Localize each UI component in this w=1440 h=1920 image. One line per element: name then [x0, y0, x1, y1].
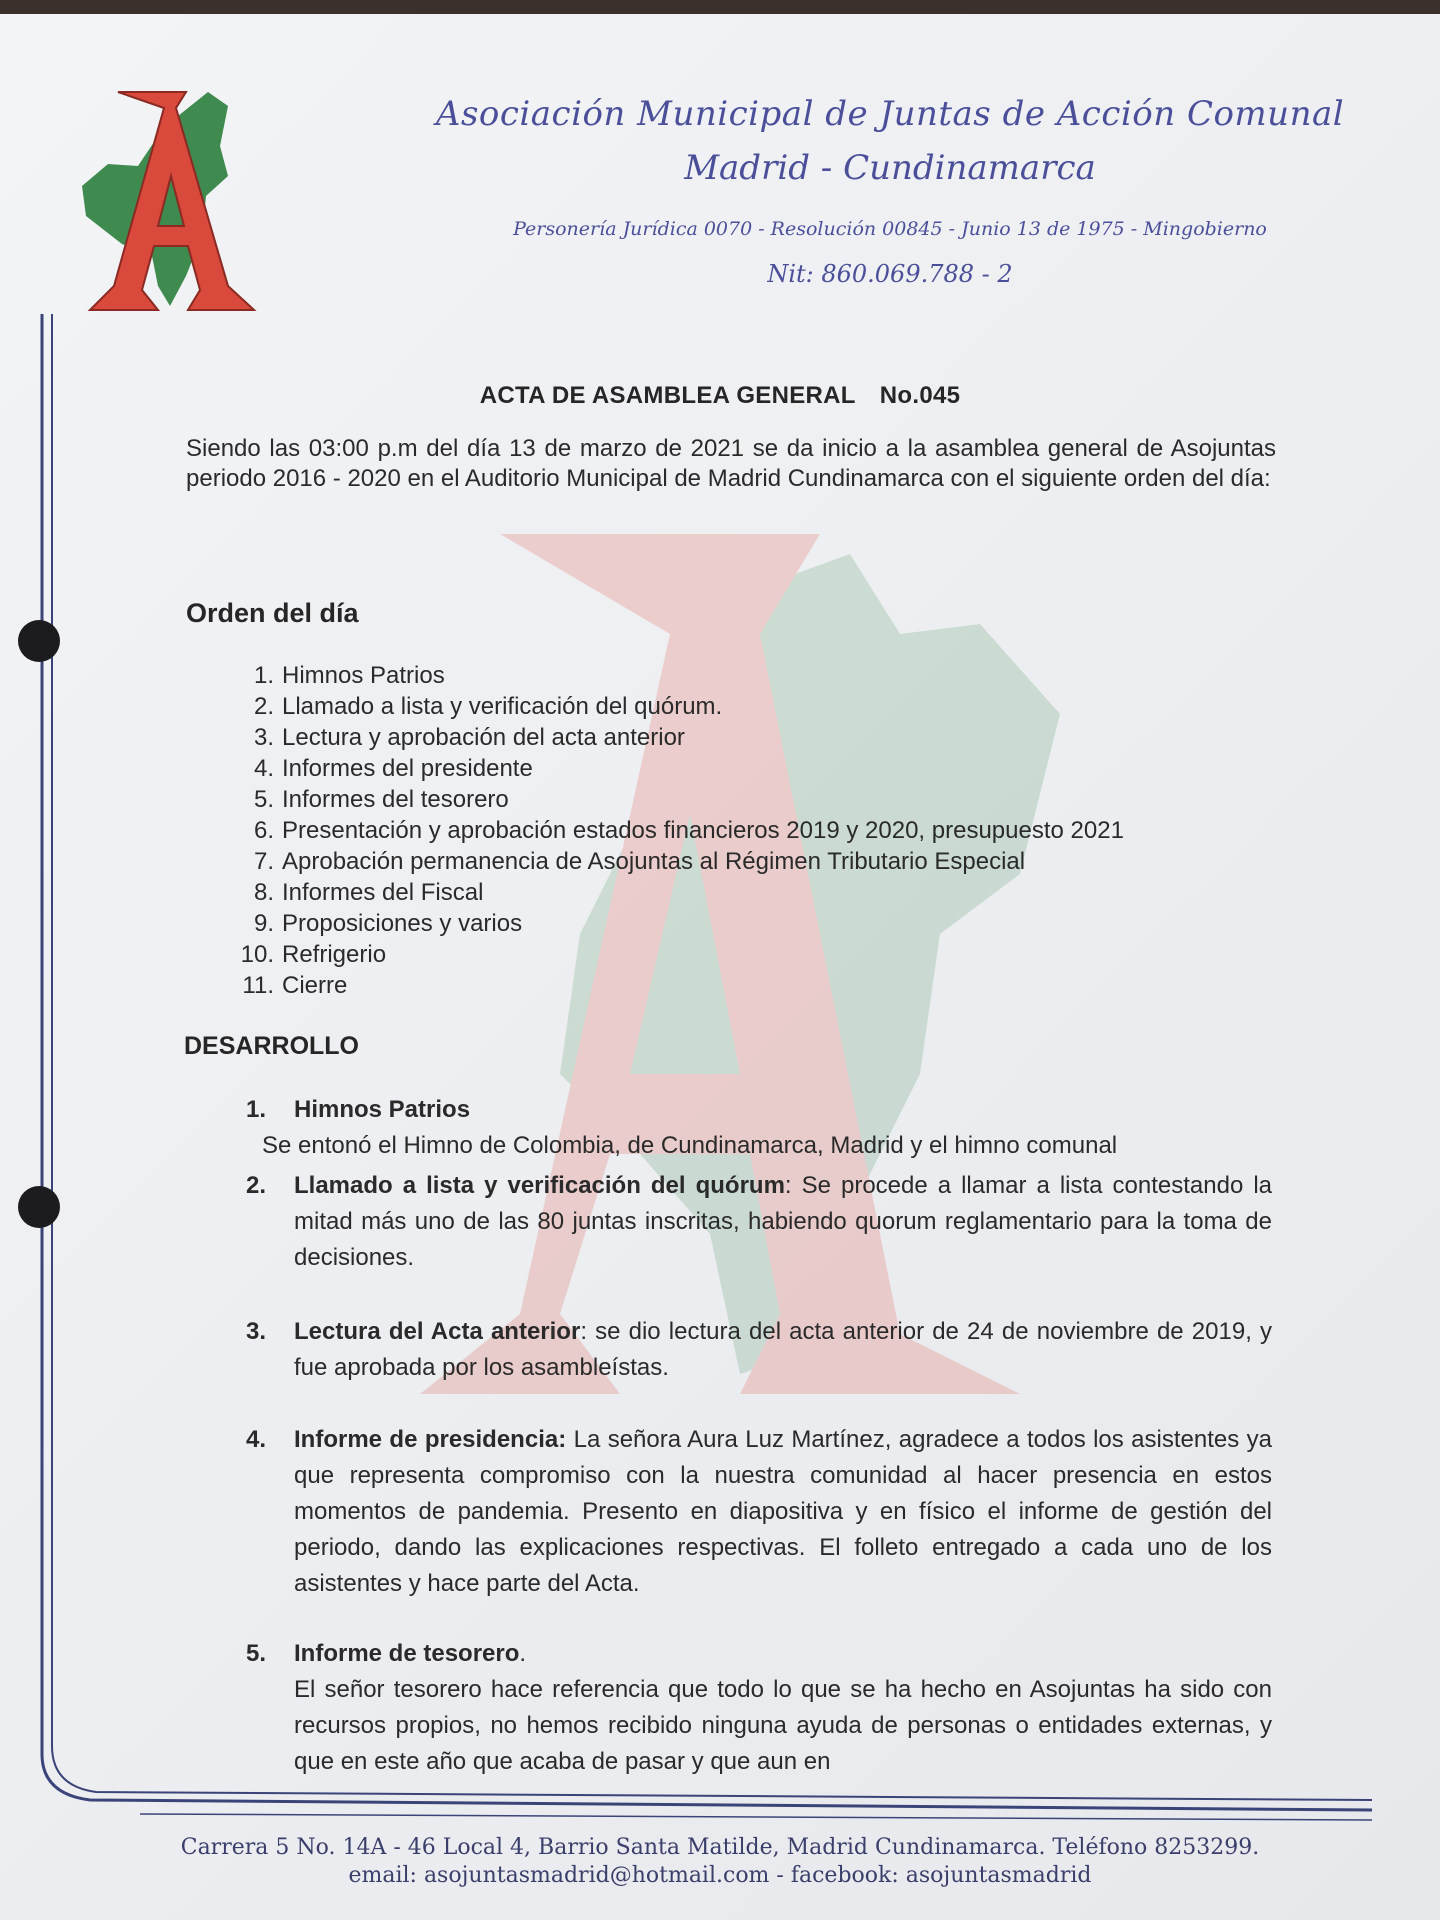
agenda-item	[226, 877, 1124, 908]
section-body: El señor tesorero hace referencia que todo lo que se ha hecho en Asojuntas ha sido con recursos propios, no hemos recibido ninguna ayuda de personas o entidades externas, y que en este año que acaba de pasar y que aun en	[294, 1676, 1272, 1775]
legal-registration: Personería Jurídica 0070 - Resolución 00845 - Junio 13 de 1975 - Mingobierno	[513, 218, 1267, 240]
section-number: 5.	[246, 1640, 267, 1667]
agenda-item	[226, 908, 1124, 939]
agenda-item-number: 5.	[253, 786, 274, 813]
intro-paragraph: Siendo las 03:00 p.m del día 13 de marzo de 2021 se da inicio a la asamblea general de Asojuntas periodo 2016 - 2020 en el Auditorio Municipal de Madrid Cundinamarca con el siguiente orden del día:	[186, 435, 1276, 492]
agenda-item-number: 1.	[253, 662, 274, 689]
section-himnos-body: Se entonó el Himno de Colombia, de Cundinamarca, Madrid y el himno comunal	[262, 1132, 1118, 1159]
agenda-item-text: Lectura y aprobación del acta anterior	[282, 724, 685, 751]
agenda-list	[226, 660, 1124, 1001]
section-title: Informe de tesorero	[294, 1640, 520, 1667]
section-title: Lectura del Acta anterior	[294, 1318, 581, 1345]
section-title-punct: .	[519, 1640, 527, 1667]
footer-contact: email: asojuntasmadrid@hotmail.com - facebook: asojuntasmadrid	[348, 1863, 1092, 1888]
agenda-item-text: Refrigerio	[282, 941, 387, 968]
agenda-item-number: 11.	[242, 972, 274, 999]
section-title: Llamado a lista y verificación del quórum	[294, 1172, 785, 1199]
association-name: Asociación Municipal de Juntas de Acción Comunal	[435, 94, 1345, 134]
agenda-item	[226, 846, 1124, 877]
agenda-item	[226, 970, 1124, 1001]
agenda-item-number: 9.	[253, 910, 274, 937]
agenda-item-text: Presentación y aprobación estados financieros 2019 y 2020, presupuesto 2021	[282, 817, 1124, 844]
section-body: La señora Aura Luz Martínez, agradece a todos los asistentes ya que representa compromiso con la nuestra comunidad al hacer presencia en estos momentos de pandemia. Presento en diapositiva y en físico el informe de gestión del periodo, dando las explicaciones respectivas. El folleto entregado a cada uno de los asistentes y hace parte del Acta.	[294, 1426, 1272, 1597]
agenda-item-text: Aprobación permanencia de Asojuntas al Régimen Tributario Especial	[282, 848, 1026, 875]
agenda-item-number: 2.	[253, 693, 274, 720]
section-himnos	[246, 1092, 1272, 1128]
agenda-item-number: 6.	[253, 817, 274, 844]
tax-id: Nit: 860.069.788 - 2	[767, 260, 1013, 288]
agenda-item	[226, 691, 1124, 722]
development-heading: DESARROLLO	[184, 1032, 359, 1060]
agenda-item-text: Informes del tesorero	[282, 786, 509, 813]
asojuntas-logo	[78, 86, 268, 316]
section-quorum	[246, 1168, 1272, 1276]
letterhead	[420, 94, 1360, 288]
binder-hole	[18, 1186, 60, 1228]
section-presidencia	[246, 1422, 1272, 1602]
agenda-item-number: 4.	[253, 755, 274, 782]
agenda-item	[226, 753, 1124, 784]
footer	[0, 1834, 1440, 1890]
section-title: Informe de presidencia:	[294, 1426, 567, 1453]
section-title: Himnos Patrios	[294, 1096, 471, 1123]
association-city: Madrid - Cundinamarca	[684, 148, 1096, 188]
agenda-heading: Orden del día	[186, 598, 359, 628]
section-number: 4.	[246, 1426, 267, 1453]
agenda-item	[226, 660, 1124, 691]
agenda-item	[226, 722, 1124, 753]
section-number: 2.	[246, 1172, 267, 1199]
act-number: No.045	[879, 382, 961, 409]
section-body: : se dio lectura del acta anterior de 24 de noviembre de 2019, y fue aprobada por los asambleístas.	[294, 1318, 1273, 1381]
agenda-item	[226, 939, 1124, 970]
binder-hole	[18, 620, 60, 662]
agenda-item-text: Informes del Fiscal	[282, 879, 484, 906]
section-number: 1.	[246, 1096, 267, 1123]
agenda-item-text: Llamado a lista y verificación del quórum.	[282, 693, 723, 720]
agenda-item	[226, 815, 1124, 846]
section-number: 3.	[246, 1318, 267, 1345]
footer-address: Carrera 5 No. 14A - 46 Local 4, Barrio Santa Matilde, Madrid Cundinamarca. Teléfono 8253299.	[180, 1835, 1260, 1860]
agenda-item-text: Proposiciones y varios	[282, 910, 523, 937]
section-body: : Se procede a llamar a lista contestando la mitad más uno de las 80 juntas inscritas, habiendo quorum reglamentario para la toma de decisiones.	[294, 1172, 1272, 1271]
agenda-item-number: 7.	[253, 848, 274, 875]
agenda-item	[226, 784, 1124, 815]
agenda-item-number: 10.	[240, 941, 274, 968]
title-text: ACTA DE ASAMBLEA GENERAL	[479, 382, 856, 409]
document-title	[0, 382, 1440, 410]
section-acta-anterior	[246, 1314, 1272, 1386]
agenda-item-number: 8.	[253, 879, 274, 906]
agenda-item-text: Himnos Patrios	[282, 662, 445, 689]
agenda-item-text: Informes del presidente	[282, 755, 533, 782]
agenda-item-number: 3.	[253, 724, 274, 751]
document-page	[0, 14, 1440, 1920]
agenda-item-text: Cierre	[282, 972, 348, 999]
section-tesorero	[246, 1636, 1272, 1780]
